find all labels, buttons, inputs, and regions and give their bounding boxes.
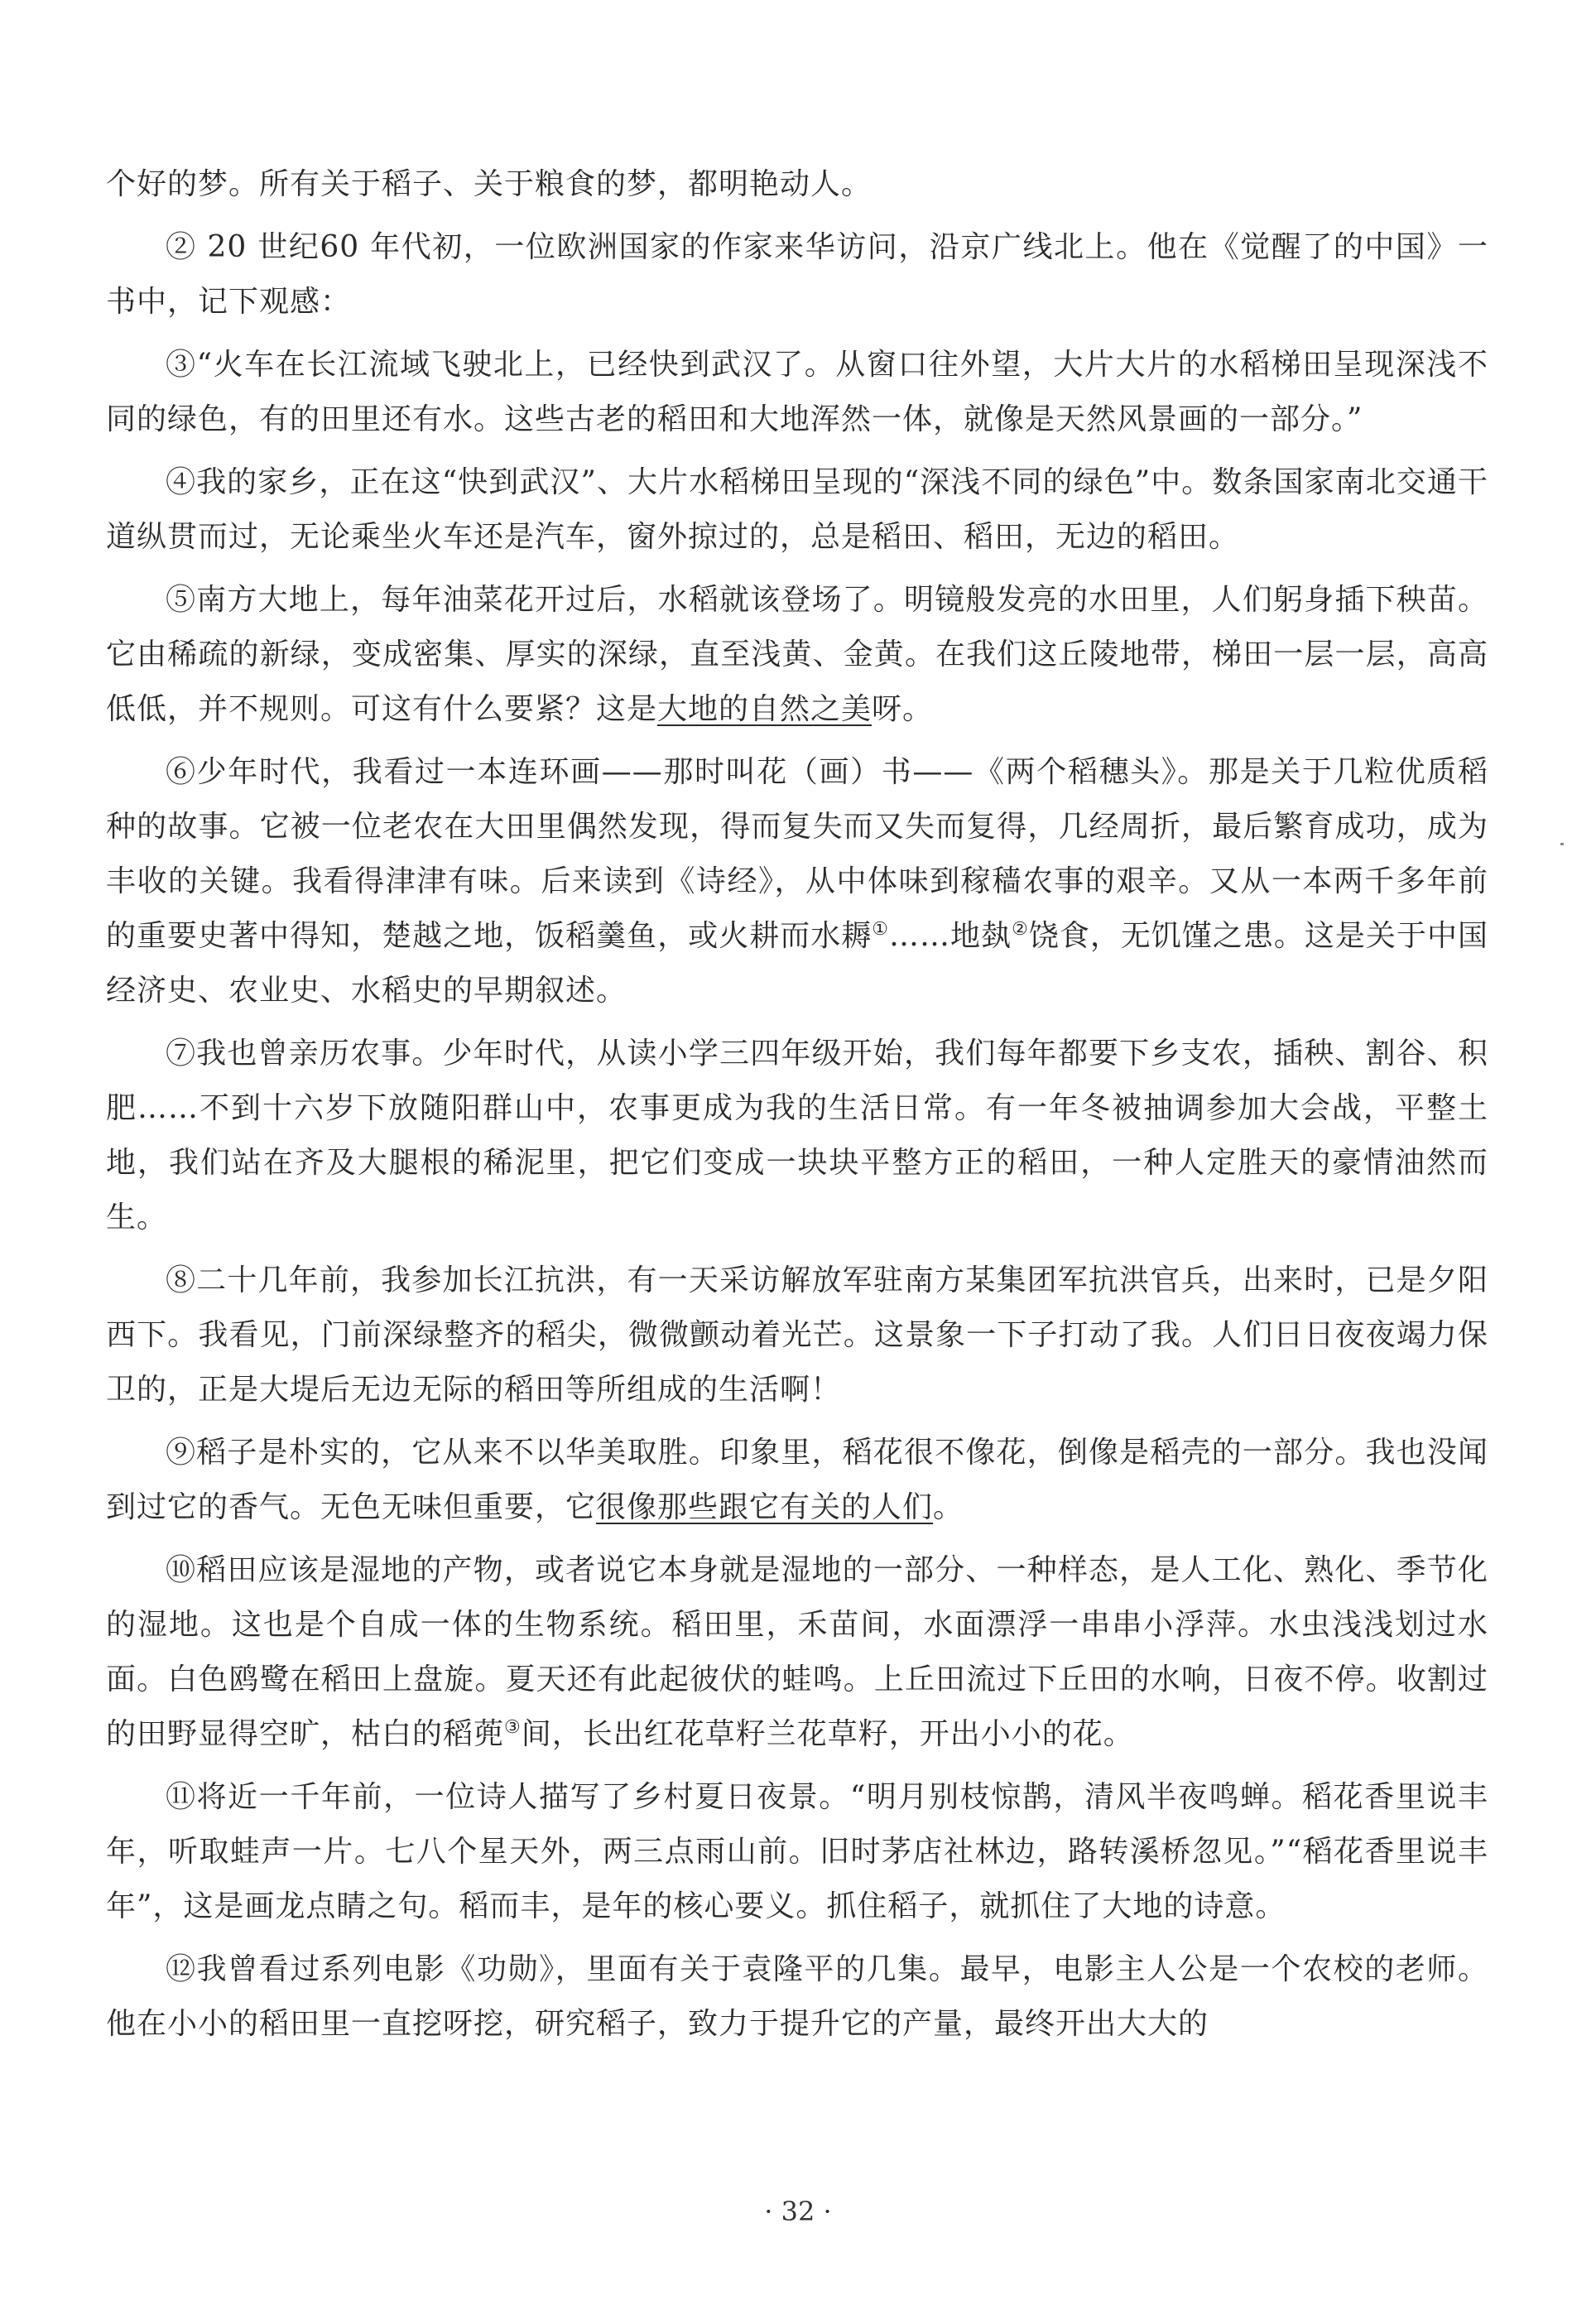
paragraph-9-tail: 。 <box>933 1490 964 1524</box>
paragraph-5-text: ⑤南方大地上，每年油菜花开过后，水稻就该登场了。明镜般发亮的水田里，人们躬身插下秧苗。它由稀疏的新绿，变成密集、厚实的深绿，直至浅黄、金黄。在我们这丘陵地带，梯田一层一层，高高低低，并不规则。可这有什么要紧？这是 <box>106 583 1488 726</box>
paragraph-4: ④我的家乡，正在这“快到武汉”、大片水稻梯田呈现的“深浅不同的绿色”中。数条国家南北交通干道纵贯而过，无论乘坐火车还是汽车，窗外掠过的，总是稻田、稻田，无边的稻田。 <box>106 465 1488 554</box>
paragraph-2: ② 20 世纪60 年代初，一位欧洲国家的作家来华访问，沿京广线北上。他在《觉醒了的中国》一书中，记下观感： <box>106 230 1488 319</box>
footnote-marker-3: ③ <box>504 1717 522 1738</box>
paragraph-6-text-c: 饶食，无饥馑之患。这是关于中国经济史、农业史、水稻史的早期叙述。 <box>106 919 1488 1008</box>
paragraph-9 <box>106 1426 1488 1535</box>
paragraph-6 <box>106 745 1488 1018</box>
paragraph-10-text: ⑩稻田应该是湿地的产物，或者说它本身就是湿地的一部分、一种样态，是人工化、熟化、季节化的湿地。这也是个自成一体的生物系统。稻田里，禾苗间，水面漂浮一串串小浮萍。水虫浅浅划过水面。白色鸥鹭在稻田上盘旋。夏天还有此起彼伏的蛙鸣。上丘田流过下丘田的水响，日夜不停。收割过的田野显得空旷，枯白的稻蔸 <box>106 1553 1488 1751</box>
paragraph-5-tail: 呀。 <box>872 692 934 726</box>
page-number: · 32 · <box>764 2196 832 2227</box>
footnote-marker-1: ① <box>872 919 890 940</box>
paragraph-6-text: ⑥少年时代，我看过一本连环画——那时叫花（画）书——《两个稻穗头》。那是关于几粒优质稻种的故事。它被一位老农在大田里偶然发现，得而复失而又失而复得，几经周折，最后繁育成功，成为丰收的关键。我看得津津有味。后来读到《诗经》，从中体味到稼穑农事的艰辛。又从一本两千多年前的重要史著中得知，楚越之地，饭稻羹鱼，或火耕而水耨 <box>106 755 1488 953</box>
underlined-phrase-like-people: 很像那些跟它有关的人们 <box>596 1490 934 1524</box>
article-body <box>106 157 1488 2060</box>
paragraph-11: ⑪将近一千年前，一位诗人描写了乡村夏日夜景。“明月别枝惊鹊，清风半夜鸣蝉。稻花香里说丰年，听取蛙声一片。七八个星天外，两三点雨山前。旧时茅店社林边，路转溪桥忽见。”“稻花香里说丰年”，这是画龙点睛之句。稻而丰，是年的核心要义。抓住稻子，就抓住了大地的诗意。 <box>106 1780 1488 1923</box>
paragraph-10-tail: 间，长出红花草籽兰花草籽，开出小小的花。 <box>521 1717 1134 1751</box>
paragraph-8: ⑧二十几年前，我参加长江抗洪，有一天采访解放军驻南方某集团军抗洪官兵，出来时，已是夕阳西下。我看见，门前深绿整齐的稻尖，微微颤动着光芒。这景象一下子打动了我。人们日日夜夜竭力保卫的，正是大堤后无边无际的稻田等所组成的生活啊！ <box>106 1263 1488 1407</box>
footnote-marker-2: ② <box>1012 919 1029 940</box>
paragraph-6-text-b: ……地埶 <box>889 919 1012 953</box>
paragraph-9-text: ⑨稻子是朴实的，它从来不以华美取胜。印象里，稻花很不像花，倒像是稻壳的一部分。我也没闻到过它的香气。无色无味但重要，它 <box>106 1436 1488 1524</box>
paragraph-12: ⑫我曾看过系列电影《功勋》，里面有关于袁隆平的几集。最早，电影主人公是一个农校的老师。他在小小的稻田里一直挖呀挖，研究稻子，致力于提升它的产量，最终开出大大的 <box>106 1952 1488 2041</box>
paragraph-5 <box>106 573 1488 737</box>
paragraph-7: ⑦我也曾亲历农事。少年时代，从读小学三四年级开始，我们每年都要下乡支农，插秧、割谷、积肥……不到十六岁下放随阳群山中，农事更成为我的生活日常。有一年冬被抽调参加大会战，平整土地，我们站在齐及大腿根的稀泥里，把它们变成一块块平整方正的稻田，一种人定胜天的豪情油然而生。 <box>106 1037 1488 1234</box>
paragraph-10 <box>106 1543 1488 1762</box>
paragraph-3: ③“火车在长江流域飞驶北上，已经快到武汉了。从窗口往外望，大片大片的水稻梯田呈现深浅不同的绿色，有的田里还有水。这些古老的稻田和大地浑然一体，就像是天然风景画的一部分。” <box>106 348 1488 436</box>
paragraph-continuation: 个好的梦。所有关于稻子、关于粮食的梦，都明艳动人。 <box>106 167 873 201</box>
scan-mark <box>1560 843 1564 845</box>
underlined-phrase-natural-beauty: 大地的自然之美 <box>657 692 873 726</box>
